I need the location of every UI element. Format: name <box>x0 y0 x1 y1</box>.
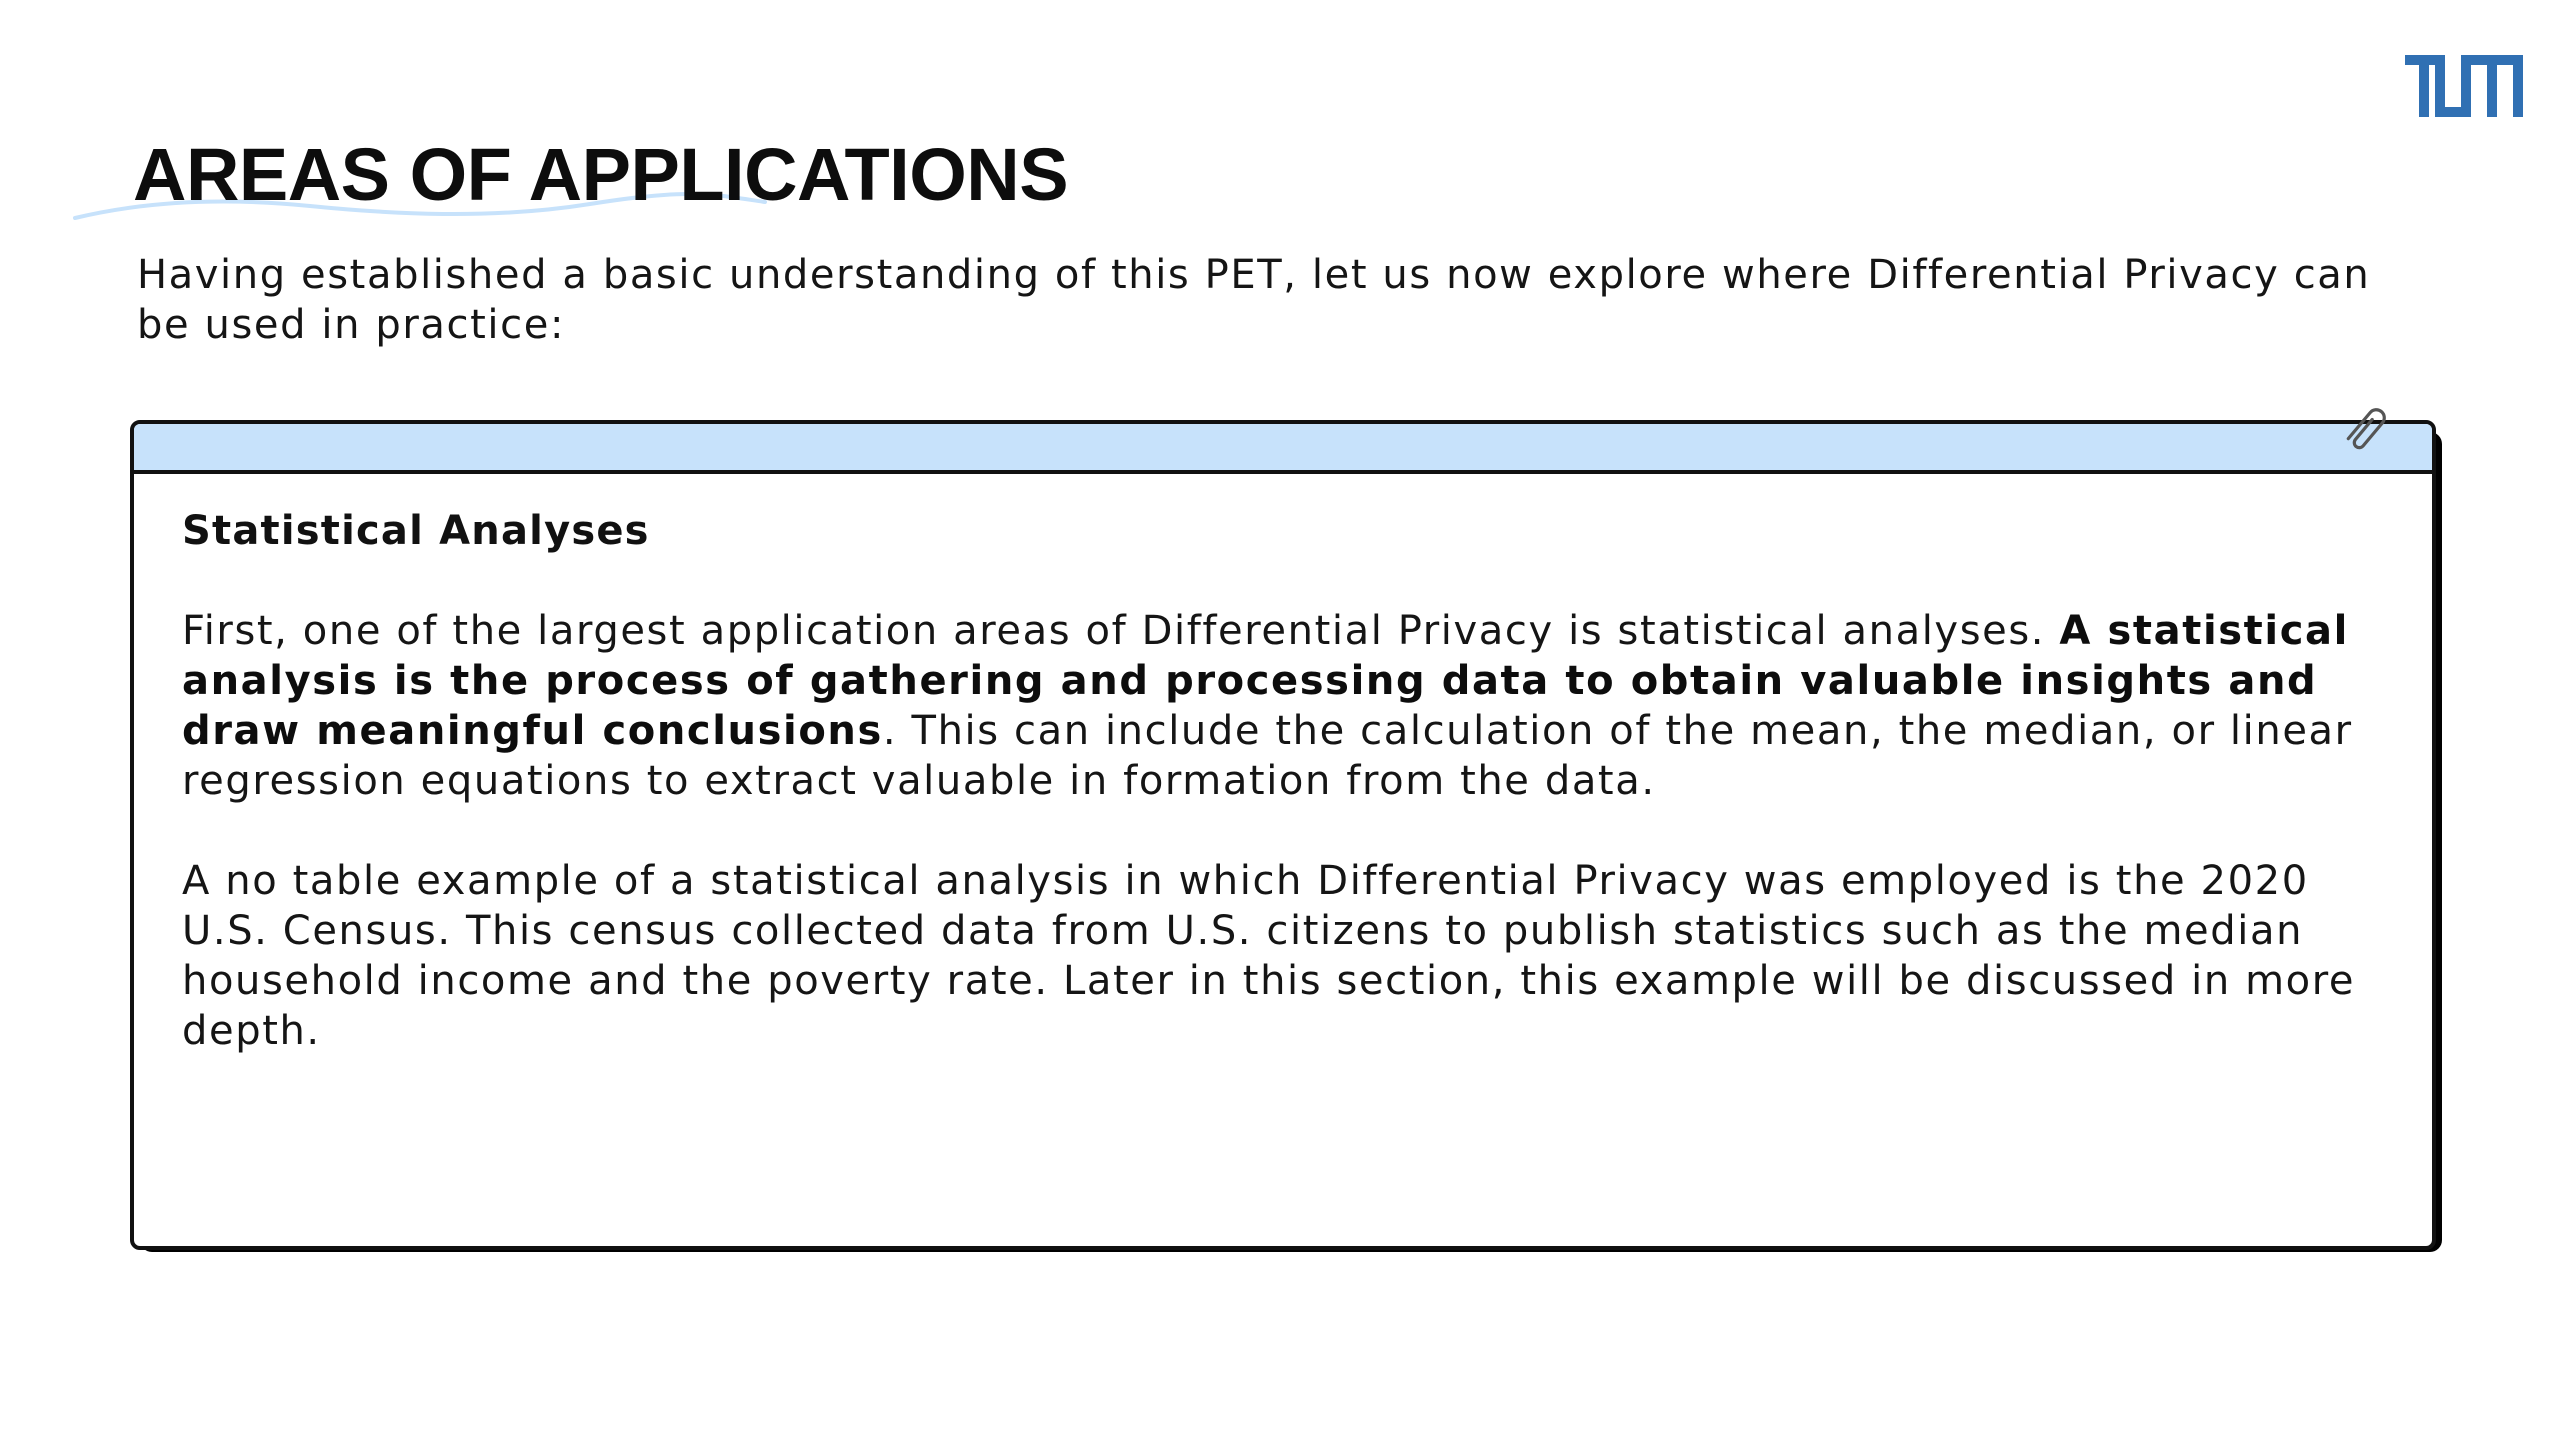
card-paragraph-1 <box>182 606 2402 806</box>
intro-text: Having established a basic understanding of this PET, let us now explore where Differential Privacy can be used in practice: <box>137 252 2371 348</box>
info-card <box>130 420 2436 1250</box>
card-paragraph-2: A no table example of a statistical analysis in which Differential Privacy was employed is the 2020 U.S. Census. This census collected data from U.S. citizens to publish statistics such as the median household income and the poverty rate. Later in this section, this example will be discussed in more depth. <box>182 858 2356 1054</box>
card-body <box>182 506 2402 1106</box>
paperclip-icon <box>2336 400 2396 460</box>
paragraph-1-lead: First, one of the largest application areas of Differential Privacy is statistical analyses. <box>182 608 2060 654</box>
card-header-bar <box>134 424 2432 474</box>
page-title: AREAS OF APPLICATIONS <box>133 133 1069 216</box>
tum-logo-icon <box>2405 55 2523 117</box>
card-heading: Statistical Analyses <box>182 508 650 554</box>
paragraph-1-emphasis: A statistical analysis is the process of gathering and processing data to obtain valuable insights and draw meaningful conclusions <box>182 608 2349 754</box>
paragraph-1-tail: . This can include the calculation of the mean, the median, or linear regression equations to extract valuable in formation from the data. <box>182 708 2353 804</box>
